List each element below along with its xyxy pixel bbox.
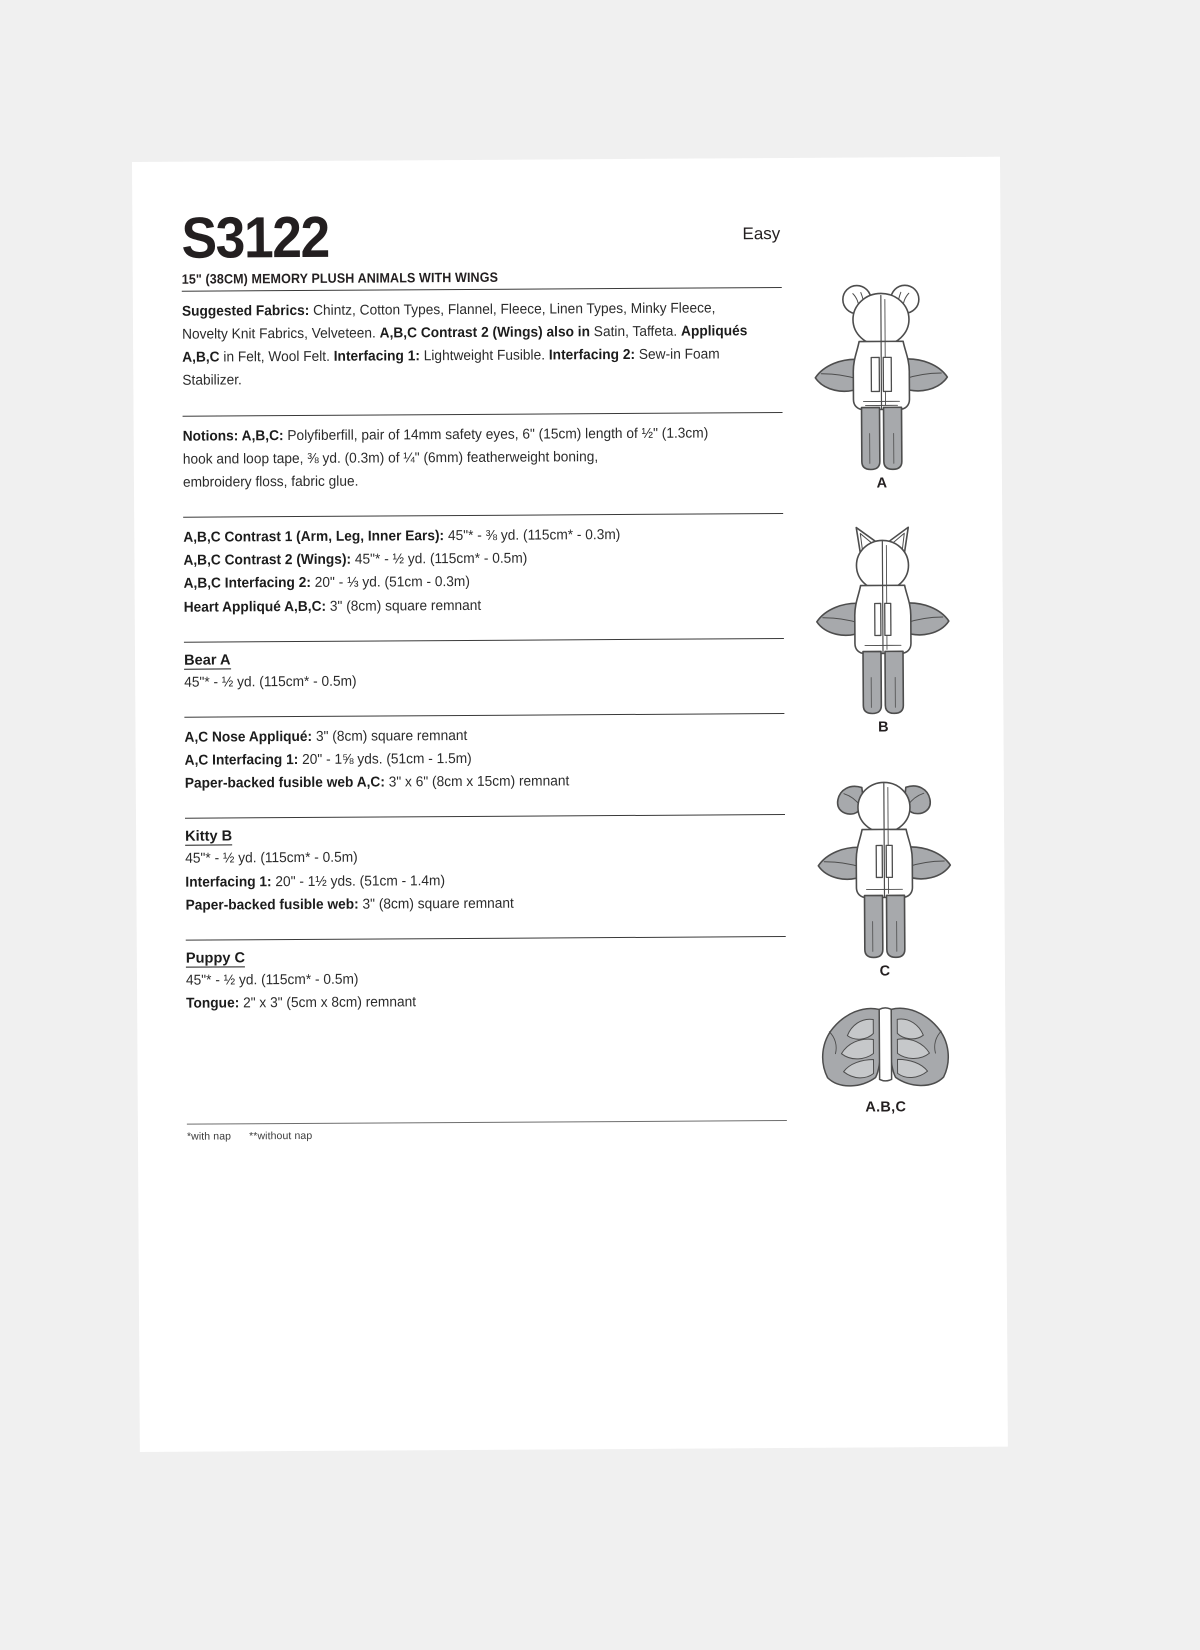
wings-figure-label: A.B,C	[865, 1099, 907, 1116]
kitty-fusible-web-value: 3" (8cm) square remnant	[358, 895, 514, 913]
fabrics-interfacing2-lead: Interfacing 2:	[548, 347, 636, 364]
fabrics-line-3-b: in Felt, Wool Felt.	[219, 349, 334, 366]
contrast-1-value: 45"* - ⅜ yd. (115cm* - 0.3m)	[444, 527, 621, 545]
contrast-row	[184, 593, 760, 620]
fabrics-line-2-c: Satin, Taffeta.	[589, 323, 682, 341]
puppy-heading: Puppy C	[185, 950, 246, 967]
interfacing-2-lead: A,B,C Interfacing 2:	[183, 575, 311, 593]
heart-applique-value: 3" (8cm) square remnant	[326, 597, 482, 615]
notions-line-1-text: Polyfiberfill, pair of 14mm safety eyes, 6" (15cm) length of ½" (1.3cm)	[283, 425, 709, 444]
footnote-without-nap: **without nap	[249, 1130, 313, 1143]
fusible-web-ac-value: 3" x 6" (8cm x 15cm) remnant	[384, 773, 570, 791]
difficulty-label: Easy	[742, 224, 781, 244]
nose-applique-value: 3" (8cm) square remnant	[312, 727, 468, 745]
pattern-envelope-sheet	[132, 157, 1008, 1452]
pattern-subtitle: 15" (38CM) MEMORY PLUSH ANIMALS WITH WINGS	[181, 269, 499, 287]
notions-lead: Notions: A,B,C:	[182, 427, 284, 445]
fabrics-line-3	[182, 343, 758, 370]
tongue-value: 2" x 3" (5cm x 8cm) remnant	[239, 994, 417, 1012]
contrast-row	[184, 570, 760, 597]
bear-figure	[781, 273, 982, 492]
fabrics-line-3-f: Sew-in Foam	[634, 346, 720, 364]
kitty-interfacing-1-lead: Interfacing 1:	[185, 873, 272, 891]
kitty-illustration-icon	[802, 517, 963, 718]
notions-line-3: embroidery floss, fabric glue.	[182, 473, 359, 491]
contrast-2-lead: A,B,C Contrast 2 (Wings):	[183, 551, 352, 569]
tongue-lead: Tongue:	[186, 995, 240, 1012]
wings-illustration-icon	[805, 1001, 966, 1098]
notions-line-2: hook and loop tape, ⅜ yd. (0.3m) of ¼" (6mm) featherweight boning,	[182, 448, 599, 468]
contrast-row	[183, 523, 759, 550]
notions-line-1	[183, 422, 759, 449]
puppy-detail-row	[186, 989, 762, 1016]
bear-details-block	[184, 723, 784, 796]
contrast-row	[183, 546, 759, 573]
kitty-detail-row	[185, 868, 761, 895]
fabrics-line-4: Stabilizer.	[182, 372, 242, 390]
bear-yardage: 45"* - ½ yd. (115cm* - 0.5m)	[184, 673, 357, 691]
bear-block	[184, 648, 784, 695]
puppy-figure-label: C	[879, 963, 891, 980]
bear-heading: Bear A	[183, 652, 231, 669]
fabrics-abc-lead: A,B,C	[182, 349, 220, 367]
contrast-block	[183, 523, 784, 619]
fabrics-line-2	[182, 320, 758, 347]
fabrics-line-1-text: Chintz, Cotton Types, Flannel, Fleece, Linen Types, Minky Fleece,	[309, 300, 716, 319]
puppy-figure	[784, 761, 985, 980]
contrast-1-lead: A,B,C Contrast 1 (Arm, Leg, Inner Ears):	[183, 528, 445, 546]
ac-interfacing-1-lead: A,C Interfacing 1:	[184, 752, 299, 769]
puppy-block	[186, 946, 786, 1016]
suggested-fabrics-block	[182, 297, 783, 393]
fabrics-lead: Suggested Fabrics:	[181, 302, 310, 320]
kitty-heading: Kitty B	[185, 828, 233, 846]
puppy-illustration-icon	[804, 761, 965, 962]
kitty-figure	[782, 517, 983, 736]
illustration-column	[781, 273, 986, 1116]
kitty-fusible-web-lead: Paper-backed fusible web:	[185, 896, 359, 914]
pattern-text-column	[181, 206, 787, 1143]
fabrics-interfacing1-lead: Interfacing 1:	[333, 348, 420, 366]
kitty-yardage: 45"* - ½ yd. (115cm* - 0.5m)	[185, 849, 358, 868]
fabrics-appliques-lead: Appliqués	[680, 323, 748, 340]
nose-applique-lead: A,C Nose Appliqué:	[184, 728, 313, 746]
heart-applique-lead: Heart Appliqué A,B,C:	[183, 598, 327, 616]
page-title: S3122	[181, 204, 330, 271]
fabrics-line-2-a: Novelty Knit Fabrics, Velveteen.	[182, 325, 380, 343]
kitty-figure-label: B	[878, 719, 889, 736]
interfacing-2-value: 20" - ⅓ yd. (51cm - 0.3m)	[310, 574, 470, 592]
fabrics-contrast2-lead: A,B,C Contrast 2 (Wings) also in	[379, 324, 591, 342]
footnote	[187, 1127, 787, 1143]
contrast-2-value: 45"* - ½ yd. (115cm* - 0.5m)	[351, 550, 528, 568]
kitty-interfacing-1-value: 20" - 1½ yds. (51cm - 1.4m)	[271, 872, 446, 890]
bear-detail-row	[185, 769, 761, 796]
bear-figure-label: A	[876, 475, 888, 492]
wings-figure	[785, 1001, 986, 1116]
kitty-detail-row	[185, 891, 761, 918]
bear-detail-row	[184, 723, 760, 750]
kitty-block	[185, 824, 786, 917]
puppy-yardage: 45"* - ½ yd. (115cm* - 0.5m)	[185, 971, 359, 989]
fabrics-line-1	[182, 297, 758, 324]
ac-interfacing-1-value: 20" - 1⅝ yds. (51cm - 1.5m)	[298, 750, 472, 769]
bear-illustration-icon	[801, 273, 962, 474]
bear-detail-row	[185, 746, 761, 773]
fabrics-line-3-d: Lightweight Fusible.	[419, 347, 549, 365]
fusible-web-ac-lead: Paper-backed fusible web A,C:	[184, 774, 385, 792]
notions-block	[183, 422, 783, 495]
footnote-with-nap: *with nap	[186, 1130, 232, 1143]
